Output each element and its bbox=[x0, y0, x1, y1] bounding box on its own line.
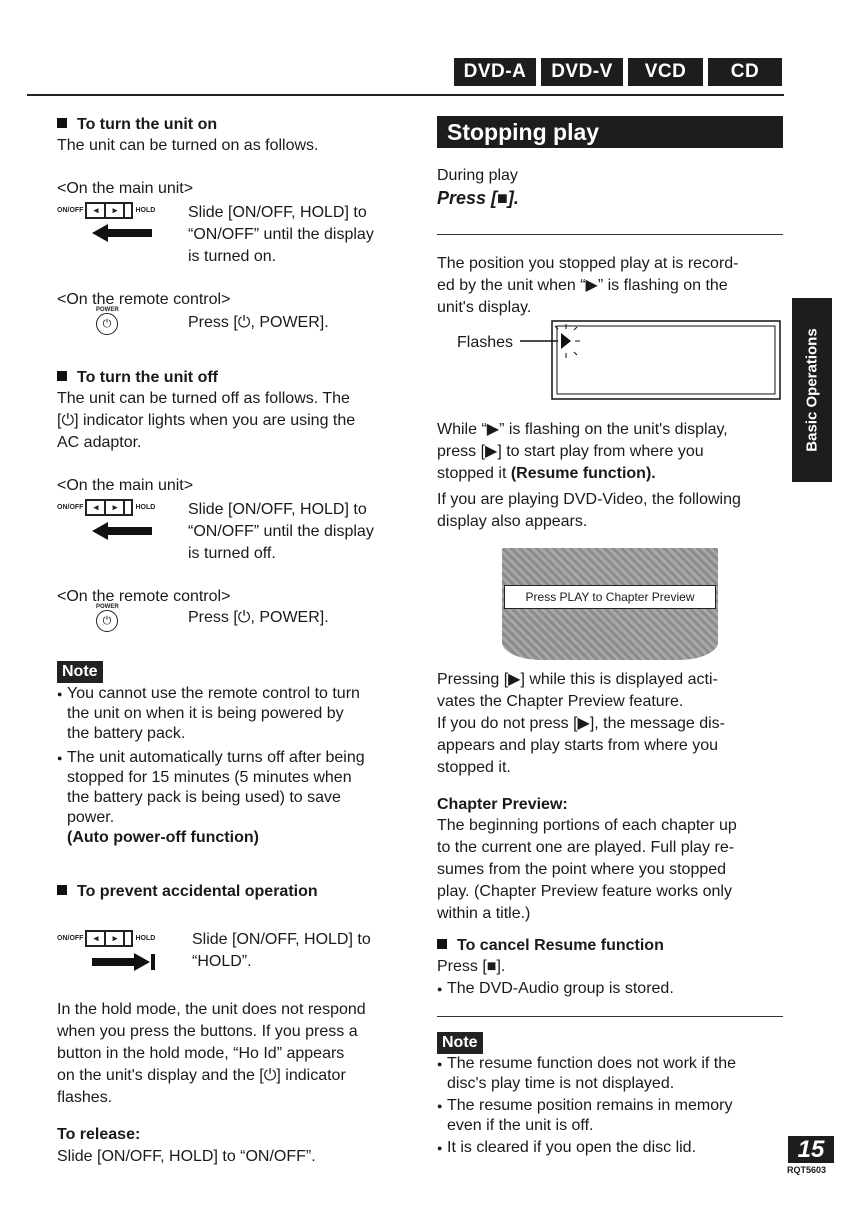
turn-off-line3: AC adaptor. bbox=[57, 434, 142, 451]
note-badge-left: Note bbox=[57, 661, 103, 683]
badge-cd: CD bbox=[708, 58, 782, 86]
badge-dvd-v: DVD-V bbox=[541, 58, 623, 86]
prevent-heading: To prevent accidental operation bbox=[57, 882, 318, 902]
release-heading: To release: bbox=[57, 1126, 141, 1143]
left-note-bullets bbox=[57, 684, 407, 848]
turn-off-line1: The unit can be turned off as follows. The bbox=[57, 390, 350, 407]
main-unit-label: <On the main unit> bbox=[57, 180, 194, 197]
dvd-paragraph: If you are playing DVD-Video, the following display also appears. bbox=[437, 491, 741, 530]
preview-message-bar: Press PLAY to Chapter Preview bbox=[504, 585, 716, 609]
position-paragraph: The position you stopped play at is record- ed by the unit when “▶” is flashing on the unit's display. bbox=[437, 255, 739, 316]
main-unit-off-line3: is turned off. bbox=[188, 545, 276, 562]
bullet-square-icon bbox=[57, 371, 67, 381]
bullet-square-icon bbox=[57, 118, 67, 128]
bullet-square-icon bbox=[57, 885, 67, 895]
on-off-switch-icon: ON/OFF ◂ ▸ HOLD bbox=[57, 202, 155, 219]
remote-label: <On the remote control> bbox=[57, 291, 231, 308]
bullet-square-icon bbox=[437, 939, 447, 949]
hold-mode-paragraph: In the hold mode, the unit does not respond when you press the buttons. If you press a button in the hold mode, “Ho Id” appears on the unit's display and the [⏻] indicator flashes. bbox=[57, 1001, 366, 1106]
remote-off-text: Press [⏻, POWER]. bbox=[188, 609, 329, 626]
page-number: 15 bbox=[788, 1136, 834, 1163]
power-button-icon: POWER ⏻ bbox=[96, 307, 119, 335]
side-tab bbox=[792, 298, 832, 482]
release-text: Slide [ON/OFF, HOLD] to “ON/OFF”. bbox=[57, 1148, 316, 1165]
main-unit-off-line2: “ON/OFF” until the display bbox=[188, 523, 374, 540]
main-unit-on-line1: Slide [ON/OFF, HOLD] to bbox=[188, 204, 367, 221]
press-stop: Press [■]. bbox=[437, 188, 519, 208]
hold-switch-icon: ON/OFF ◂ ▸ HOLD bbox=[57, 930, 155, 947]
power-button-icon: POWER ⏻ bbox=[96, 604, 119, 632]
turn-off-heading: To turn the unit off bbox=[57, 368, 218, 388]
header-rule bbox=[27, 94, 784, 96]
section-title-bar bbox=[437, 116, 783, 148]
divider bbox=[437, 234, 783, 235]
during-play: During play bbox=[437, 167, 518, 184]
on-off-switch-icon: ON/OFF ◂ ▸ HOLD bbox=[57, 499, 155, 516]
pressing-paragraph: Pressing [▶] while this is displayed acti- vates the Chapter Preview feature. If you do not press [▶], the message dis- appears and play starts from where you stopped it. bbox=[437, 671, 725, 776]
note-bullet: ● The resume position remains in memory even if the unit is off. bbox=[437, 1096, 787, 1136]
chapter-preview-paragraph: The beginning portions of each chapter up to the current one are played. Full play re- sumes from the point where you stopped play. (Chapter Preview feature works only within a title.) bbox=[437, 817, 737, 922]
while-paragraph: While “▶” is flashing on the unit's display, press [▶] to start play from where you stopped it (Resume function). bbox=[437, 421, 728, 482]
cancel-bullet: ● The DVD-Audio group is stored. bbox=[437, 979, 866, 999]
main-unit-on-line3: is turned on. bbox=[188, 248, 277, 265]
badge-dvd-a: DVD-A bbox=[454, 58, 536, 86]
turn-on-intro: The unit can be turned on as follows. bbox=[57, 137, 319, 154]
note-bullet: ● It is cleared if you open the disc lid. bbox=[437, 1138, 787, 1158]
chapter-preview-heading: Chapter Preview: bbox=[437, 796, 568, 813]
cancel-heading: To cancel Resume function bbox=[437, 936, 664, 956]
badge-vcd: VCD bbox=[628, 58, 703, 86]
doc-code: RQT5603 bbox=[787, 1165, 827, 1175]
arrow-left-icon bbox=[92, 522, 152, 540]
main-unit-off-line1: Slide [ON/OFF, HOLD] to bbox=[188, 501, 367, 518]
main-unit-label-off: <On the main unit> bbox=[57, 477, 194, 494]
hold-slide-line2: “HOLD”. bbox=[192, 953, 252, 970]
side-tab-label: Basic Operations bbox=[803, 328, 821, 452]
note-bullet: ● The unit automatically turns off after being stopped for 15 minutes (5 minutes when the battery pack is being used) to save power. (Auto power-off function) bbox=[57, 748, 407, 848]
main-unit-on-line2: “ON/OFF” until the display bbox=[188, 226, 374, 243]
hold-slide-line1: Slide [ON/OFF, HOLD] to bbox=[192, 931, 371, 948]
remote-on-text: Press [⏻, POWER]. bbox=[188, 314, 329, 331]
arrow-left-icon bbox=[92, 224, 152, 242]
right-note-bullets bbox=[437, 1054, 787, 1158]
chapter-preview-screen bbox=[502, 548, 718, 660]
remote-label-off: <On the remote control> bbox=[57, 588, 231, 605]
note-badge-right: Note bbox=[437, 1032, 483, 1054]
cancel-press: Press [■]. bbox=[437, 958, 506, 975]
unit-display-diagram bbox=[520, 318, 782, 402]
arrow-right-icon bbox=[92, 953, 156, 971]
note-bullet: ● The resume function does not work if the disc's play time is not displayed. bbox=[437, 1054, 787, 1094]
flashes-label: Flashes bbox=[457, 334, 514, 351]
section-title: Stopping play bbox=[447, 119, 600, 145]
turn-off-line2: [⏻] indicator lights when you are using the bbox=[57, 412, 356, 429]
note-bullet: ● You cannot use the remote control to turn the unit on when it is being powered by the battery pack. bbox=[57, 684, 407, 744]
divider bbox=[437, 1016, 783, 1017]
turn-on-heading: To turn the unit on bbox=[57, 115, 217, 135]
